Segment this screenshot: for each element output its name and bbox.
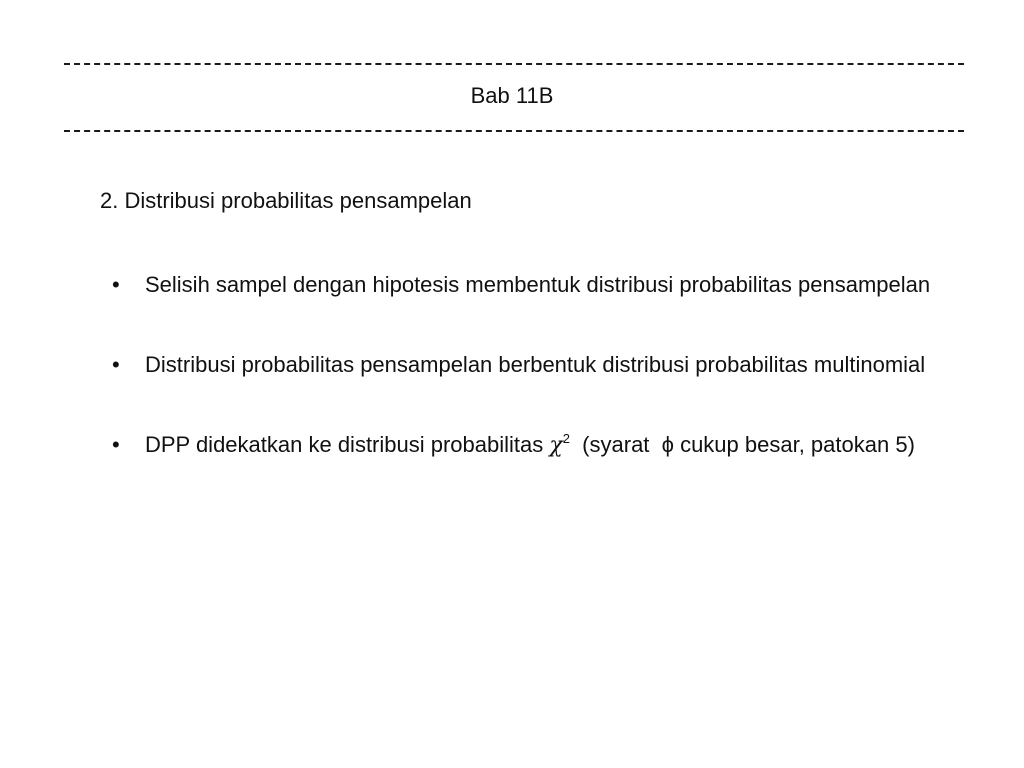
bullet-text: Distribusi probabilitas pensampelan berbentuk distribusi probabilitas multinomial: [145, 352, 926, 377]
bullet-item-2: [112, 348, 962, 382]
top-dashed-divider: [64, 63, 964, 66]
bullet-text: Selisih sampel dengan hipotesis membentuk distribusi probabilitas pensampelan: [145, 272, 931, 297]
bullet-item-3: [112, 428, 962, 463]
chi-superscript: 2: [562, 431, 570, 446]
bullet-list: [112, 268, 962, 509]
bottom-dashed-divider: [64, 130, 964, 133]
bullet-text-after: (syarat ϕ cukup besar, patokan 5): [569, 432, 915, 457]
section-heading: 2. Distribusi probabilitas pensampelan: [100, 188, 472, 213]
bullet-icon: •: [112, 272, 120, 297]
bullet-item-1: [112, 268, 962, 302]
bullet-icon: •: [112, 432, 120, 457]
slide-title: Bab 11B: [470, 83, 554, 108]
bullet-icon: •: [112, 352, 120, 377]
bullet-text-before: DPP didekatkan ke distribusi probabilitas: [145, 432, 550, 457]
chi-symbol: χ: [549, 433, 563, 458]
